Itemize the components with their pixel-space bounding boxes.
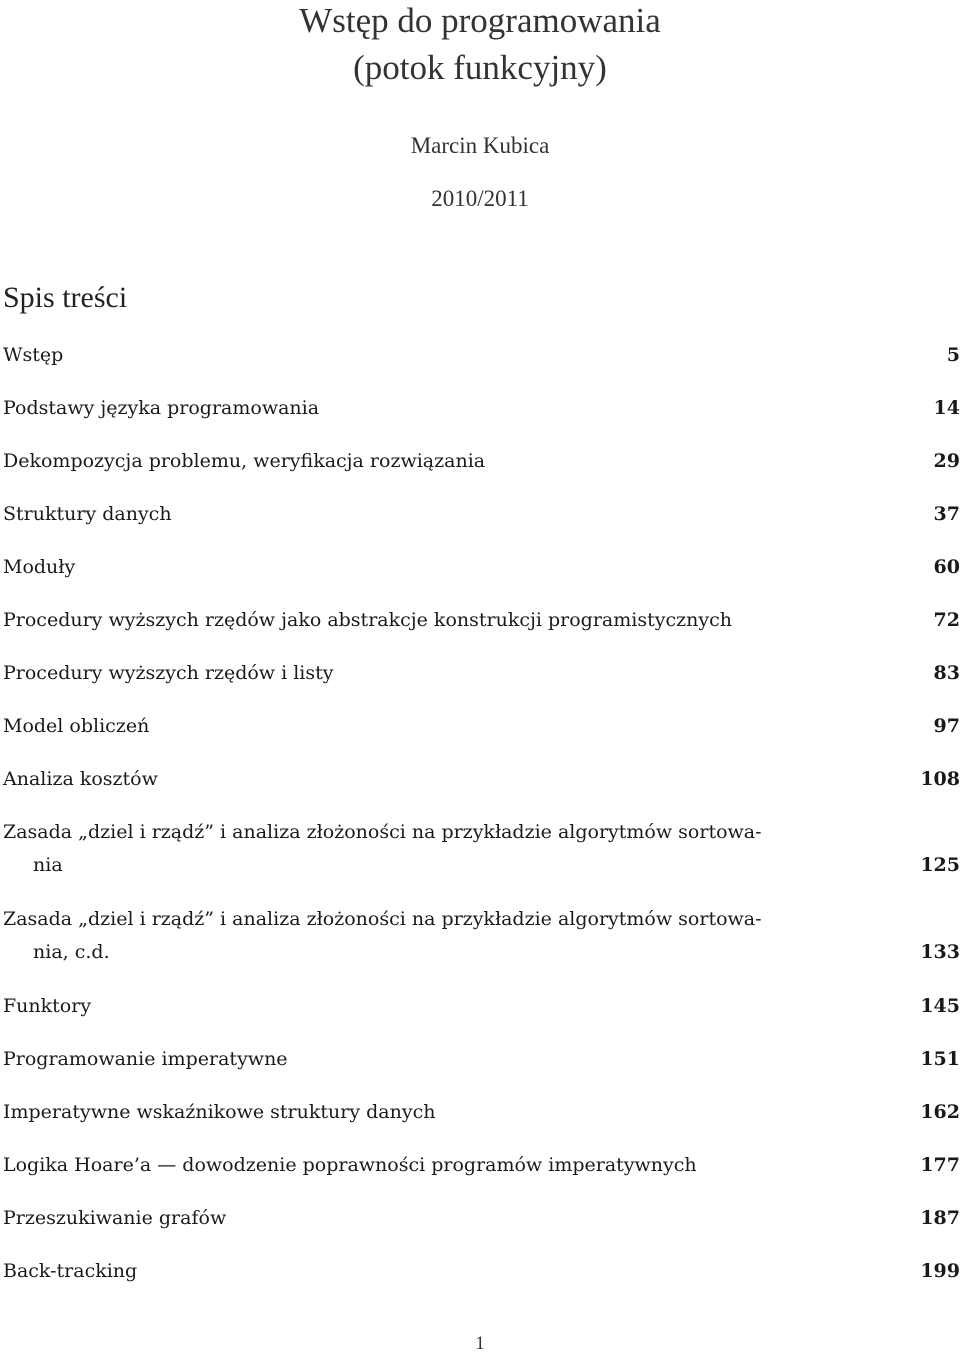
date: 2010/2011 xyxy=(431,186,529,211)
toc-entry-page: 83 xyxy=(933,662,960,684)
toc-heading: Spis treści xyxy=(3,281,128,314)
toc-entry[interactable] xyxy=(3,551,960,604)
toc-entry-page: 5 xyxy=(946,344,960,366)
toc-entry-label-line-2: nia xyxy=(33,854,63,876)
toc-entry-label: Imperatywne wskaźnikowe struktury danych xyxy=(3,1101,436,1123)
toc-entry[interactable] xyxy=(3,604,960,657)
toc-entry-page: 72 xyxy=(933,609,960,631)
toc-entry-label: Funktory xyxy=(3,995,92,1017)
toc-entry-label: Moduły xyxy=(3,556,76,578)
toc-entry[interactable] xyxy=(3,445,960,498)
toc-entry-label: Back-tracking xyxy=(3,1260,138,1282)
toc-entry-page: 108 xyxy=(920,768,960,790)
document-title xyxy=(0,0,960,91)
toc-entry-label-line-1: Zasada „dziel i rządź” i analiza złożoności na przykładzie algorytmów sortowa- xyxy=(3,908,762,930)
toc-entry-page: 133 xyxy=(920,941,960,963)
toc-entry-page: 162 xyxy=(920,1101,960,1123)
toc-entry-label: Wstęp xyxy=(3,344,64,366)
toc-entry[interactable] xyxy=(3,1043,960,1096)
title-line-1: Wstęp do programowania xyxy=(299,1,661,40)
toc-entry-label: Dekompozycja problemu, weryfikacja rozwiązania xyxy=(3,450,486,472)
toc-entry-page: 97 xyxy=(933,715,960,737)
toc-entry[interactable] xyxy=(3,657,960,710)
toc-entry-page: 60 xyxy=(933,556,960,578)
title-line-2: (potok funkcyjny) xyxy=(353,48,607,87)
toc-entry[interactable] xyxy=(3,392,960,445)
toc-entry[interactable] xyxy=(3,1202,960,1255)
toc-entry-page: 177 xyxy=(920,1154,960,1176)
toc-entry-label: Procedury wyższych rzędów jako abstrakcje konstrukcji programistycznych xyxy=(3,609,732,631)
toc-entry[interactable] xyxy=(3,990,960,1043)
toc-entry[interactable] xyxy=(3,816,960,903)
toc-entry[interactable] xyxy=(3,339,960,392)
toc-entry-page: 29 xyxy=(933,450,960,472)
toc-entry-label: Podstawy języka programowania xyxy=(3,397,320,419)
toc-entry[interactable] xyxy=(3,710,960,763)
toc-entry[interactable] xyxy=(3,1096,960,1149)
toc-entry-page: 151 xyxy=(920,1048,960,1070)
page-number: 1 xyxy=(475,1333,485,1354)
toc-entry[interactable] xyxy=(3,903,960,990)
toc-entry[interactable] xyxy=(3,498,960,551)
toc-entry-label: Programowanie imperatywne xyxy=(3,1048,288,1070)
toc-entry-label: Procedury wyższych rzędów i listy xyxy=(3,662,334,684)
toc-entry-page: 187 xyxy=(920,1207,960,1229)
toc-entry-label-line-1: Zasada „dziel i rządź” i analiza złożoności na przykładzie algorytmów sortowa- xyxy=(3,821,762,843)
table-of-contents xyxy=(3,339,960,1308)
toc-entry[interactable] xyxy=(3,1255,960,1308)
toc-entry-label xyxy=(3,816,933,882)
toc-entry-label: Model obliczeń xyxy=(3,715,150,737)
toc-entry-page: 14 xyxy=(933,397,960,419)
toc-entry[interactable] xyxy=(3,1149,960,1202)
toc-entry-label-line-2: nia, c.d. xyxy=(33,941,110,963)
toc-entry-label: Przeszukiwanie grafów xyxy=(3,1207,227,1229)
toc-entry[interactable] xyxy=(3,763,960,816)
toc-entry-label xyxy=(3,903,933,969)
toc-entry-page: 145 xyxy=(920,995,960,1017)
toc-entry-label: Struktury danych xyxy=(3,503,172,525)
toc-entry-page: 125 xyxy=(920,854,960,876)
toc-entry-label: Analiza kosztów xyxy=(3,768,158,790)
toc-entry-page: 37 xyxy=(933,503,960,525)
toc-entry-label: Logika Hoare’a — dowodzenie poprawności programów imperatywnych xyxy=(3,1154,697,1176)
author: Marcin Kubica xyxy=(410,133,550,158)
toc-entry-page: 199 xyxy=(920,1260,960,1282)
